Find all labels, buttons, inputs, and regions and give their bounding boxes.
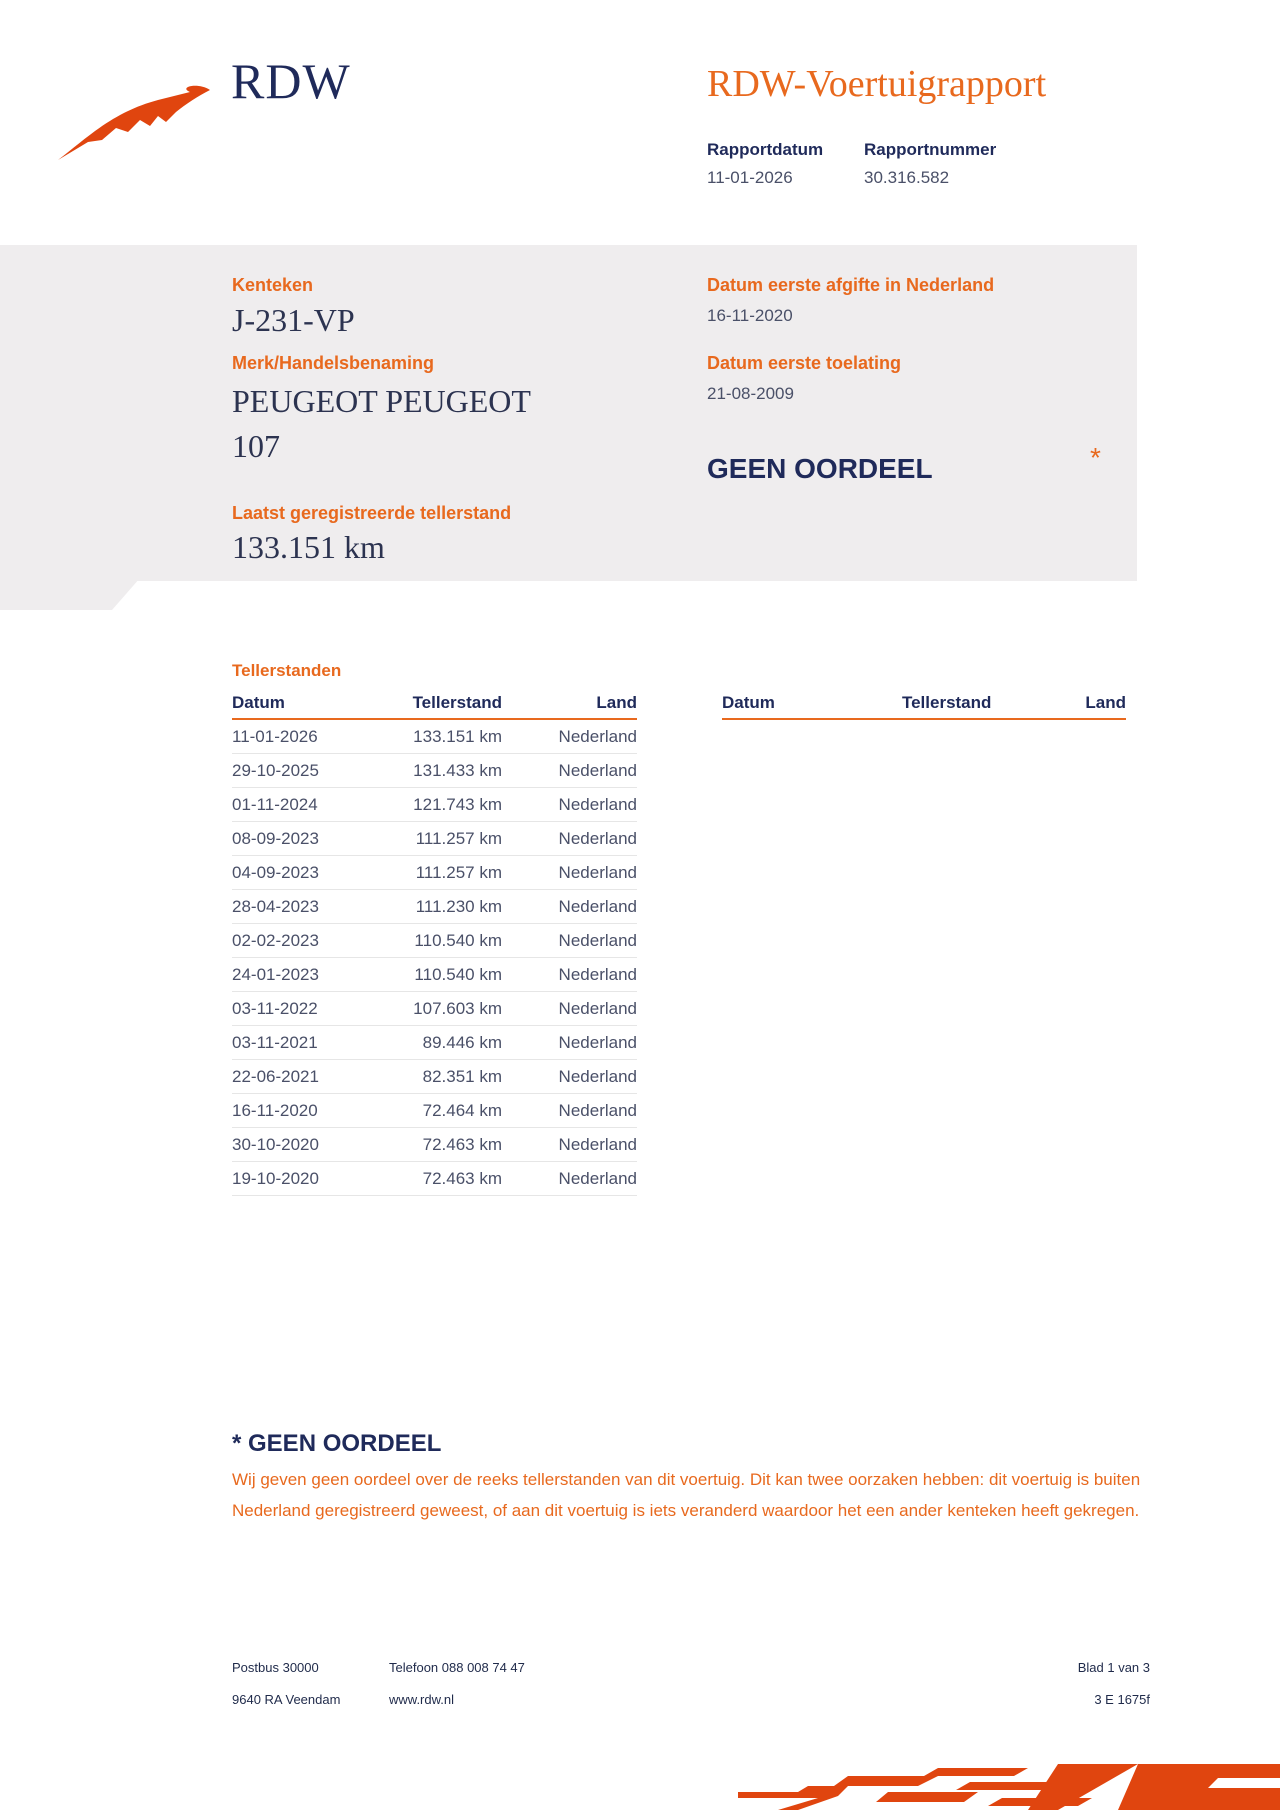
table-row [232, 788, 637, 822]
table-row [232, 958, 637, 992]
column-header-date: Datum [722, 688, 862, 719]
verdict-asterisk: * [1090, 442, 1101, 473]
report-date-label: Rapportdatum [707, 140, 824, 159]
column-header-odometer: Tellerstand [862, 688, 992, 719]
rdw-stripe-decoration [738, 1762, 1280, 1810]
cell-odometer: 89.446 km [372, 1026, 502, 1060]
cell-date: 11-01-2026 [232, 719, 372, 754]
footer-page-number: Blad 1 van 3 [1077, 1660, 1150, 1675]
first-admission-value: 21-08-2009 [707, 384, 794, 403]
cell-date: 03-11-2022 [232, 992, 372, 1026]
cell-date: 16-11-2020 [232, 1094, 372, 1128]
cell-odometer: 72.464 km [372, 1094, 502, 1128]
column-header-country: Land [991, 688, 1126, 719]
cell-date: 19-10-2020 [232, 1162, 372, 1196]
table-row [232, 822, 637, 856]
plate-value: J-231-VP [232, 302, 355, 338]
footnote-title: * GEEN OORDEEL [232, 1430, 442, 1457]
cell-date: 04-09-2023 [232, 856, 372, 890]
odometer-value: 133.151 km [232, 529, 385, 565]
cell-country: Nederland [502, 890, 637, 924]
cell-odometer: 133.151 km [372, 719, 502, 754]
footnote-text: Wij geven geen oordeel over de reeks tellerstanden van dit voertuig. Dit kan twee oorzaken hebben: dit voertuig is buiten Nederland geregistreerd geweest, of aan dit voertuig is iets veranderd waardoor het een ander kenteken heeft gekregen. [232, 1470, 1141, 1520]
table-row [232, 719, 637, 754]
make-label: Merk/Handelsbenaming [232, 353, 435, 373]
table-header-row [722, 688, 1126, 719]
cell-country: Nederland [502, 1026, 637, 1060]
plate-label: Kenteken [232, 275, 314, 295]
cell-date: 29-10-2025 [232, 754, 372, 788]
cell-odometer: 72.463 km [372, 1162, 502, 1196]
panel-tab-shape [0, 578, 140, 610]
table-row [232, 1060, 637, 1094]
report-number-label: Rapportnummer [864, 140, 997, 159]
table-row [232, 1128, 637, 1162]
cell-odometer: 111.230 km [372, 890, 502, 924]
cell-country: Nederland [502, 924, 637, 958]
report-title: RDW-Voertuigrapport [707, 63, 1047, 105]
cell-odometer: 72.463 km [372, 1128, 502, 1162]
cell-date: 03-11-2021 [232, 1026, 372, 1060]
odometer-section-title: Tellerstanden [232, 661, 342, 680]
logo-text: RDW [231, 53, 351, 109]
cell-country: Nederland [502, 822, 637, 856]
cell-country: Nederland [502, 856, 637, 890]
cell-country: Nederland [502, 719, 637, 754]
first-admission-label: Datum eerste toelating [707, 353, 902, 373]
cell-odometer: 110.540 km [372, 958, 502, 992]
table-row [232, 1026, 637, 1060]
cell-odometer: 131.433 km [372, 754, 502, 788]
cell-date: 28-04-2023 [232, 890, 372, 924]
cell-date: 02-02-2023 [232, 924, 372, 958]
make-value-line1: PEUGEOT PEUGEOT [232, 383, 531, 419]
cell-country: Nederland [502, 1162, 637, 1196]
odometer-table-right [722, 688, 1126, 720]
make-value-line2: 107 [232, 428, 280, 464]
report-number: 30.316.582 [864, 168, 950, 187]
cell-country: Nederland [502, 788, 637, 822]
cell-odometer: 107.603 km [372, 992, 502, 1026]
cell-country: Nederland [502, 1060, 637, 1094]
cell-country: Nederland [502, 1094, 637, 1128]
table-row [232, 754, 637, 788]
cell-odometer: 111.257 km [372, 856, 502, 890]
cell-country: Nederland [502, 754, 637, 788]
report-date: 11-01-2026 [707, 168, 793, 187]
cell-date: 30-10-2020 [232, 1128, 372, 1162]
footer-website-link[interactable]: www.rdw.nl [389, 1692, 455, 1707]
cell-date: 24-01-2023 [232, 958, 372, 992]
table-header-row [232, 688, 637, 719]
cell-date: 01-11-2024 [232, 788, 372, 822]
column-header-date: Datum [232, 688, 372, 719]
column-header-odometer: Tellerstand [372, 688, 502, 719]
table-row [232, 992, 637, 1026]
footer-city: 9640 RA Veendam [232, 1692, 341, 1707]
cell-date: 22-06-2021 [232, 1060, 372, 1094]
odometer-label: Laatst geregistreerde tellerstand [232, 503, 512, 523]
rdw-logo-icon [58, 82, 210, 162]
odometer-table-left [232, 688, 637, 1196]
verdict-text: GEEN OORDEEL [707, 453, 933, 484]
footer-postbus: Postbus 30000 [232, 1660, 319, 1675]
first-nl-value: 16-11-2020 [707, 306, 793, 325]
first-nl-label: Datum eerste afgifte in Nederland [707, 275, 995, 295]
cell-odometer: 121.743 km [372, 788, 502, 822]
footer-code: 3 E 1675f [1094, 1692, 1150, 1707]
cell-country: Nederland [502, 1128, 637, 1162]
cell-country: Nederland [502, 992, 637, 1026]
cell-odometer: 110.540 km [372, 924, 502, 958]
table-row [232, 1162, 637, 1196]
cell-odometer: 111.257 km [372, 822, 502, 856]
footer-phone: Telefoon 088 008 74 47 [389, 1660, 525, 1675]
column-header-country: Land [502, 688, 637, 719]
table-row [232, 1094, 637, 1128]
table-row [232, 856, 637, 890]
table-row [232, 890, 637, 924]
table-row [232, 924, 637, 958]
footer-website[interactable] [389, 1692, 454, 1707]
cell-odometer: 82.351 km [372, 1060, 502, 1094]
cell-date: 08-09-2023 [232, 822, 372, 856]
cell-country: Nederland [502, 958, 637, 992]
